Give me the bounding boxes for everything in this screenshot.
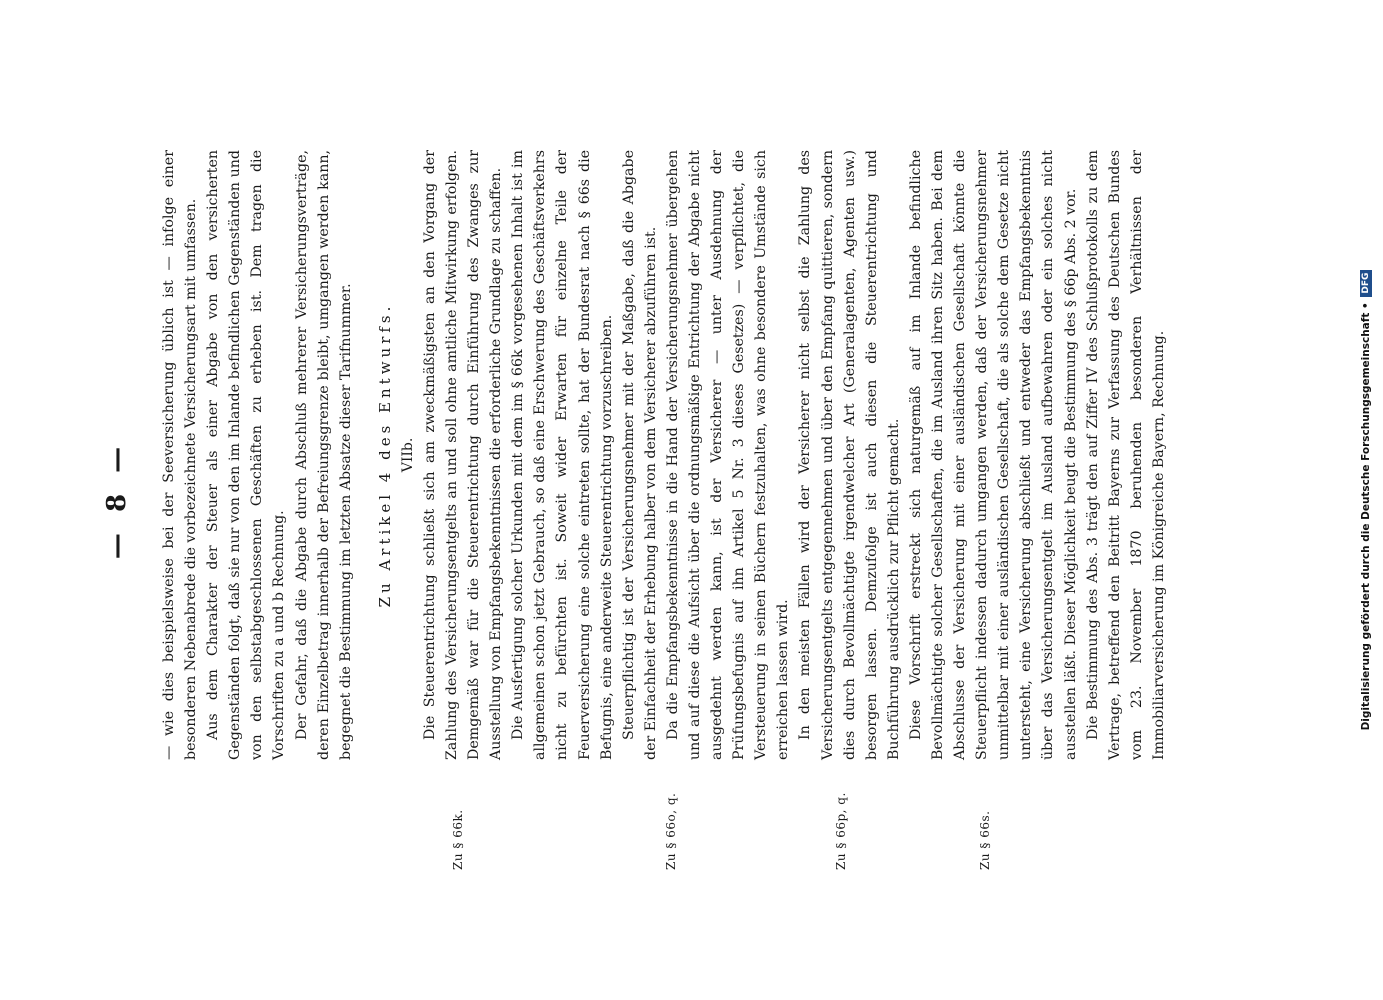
dfg-footer-text: Digitalisierung gefördert durch die Deutsche Forschungsgemeinschaft • (1360, 302, 1372, 731)
margin-note-66s: Zu § 66s. (978, 810, 992, 870)
section-66o-paragraph-2: Da die Empfangsbekenntnisse in die Hand der Versicherungsnehmer übergehen und auf diese die Aufsicht über die ordnungsmäßige Entrichtung der Abgabe nicht ausgedehnt werden kann, ist der Versicherer — unter Ausdehnung der Prüfungsbefugnis auf ihn Artikel 5 Nr. 3 dieses Gesetzes) — verpflichtet, die Versteuerung in seinen Büchern festzuhalten, was ohne besondere Umstände sich erreichen lassen wird. (664, 150, 792, 760)
section-66k-paragraph-1: Die Steuerentrichtung schließt sich am zweckmäßigsten an den Vorgang der Zahlung des Versicherungsentgelts an und soll ohne amtliche Mitwirkung erfolgen. Demgemäß war für die Steuerentrichtung durch Einführung des Zwanges zur Ausstellung von Empfangsbekenntnissen die erforderliche Grundlage zu schaffen. (421, 150, 505, 760)
dfg-logo-icon: DFG (1360, 270, 1372, 297)
page-number: — 8 — (102, 440, 132, 560)
section-66s-paragraph-1: Die Bestimmung des Abs. 3 trägt den auf Ziffer IV des Schlußprotokolls zu dem Vertrage, betreffend den Beitritt Bayerns zur Verfassung des Deutschen Bundes vom 23. November 1870 beruhenden besonderen Verhältnissen der Immobiliarversicherung im Königreiche Bayern, Rechnung. (1084, 150, 1167, 760)
intro-paragraph-1: — wie dies beispielsweise bei der Seeversicherung üblich ist — infolge einer besonderen Nebenabrede die vorbezeichnete Versicherungsart mit umfassen. (161, 150, 200, 760)
margin-note-66p: Zu § 66p, q. (834, 792, 848, 870)
intro-paragraph-2: Aus dem Charakter der Steuer als einer Abgabe von den versicherten Gegenständen folgt, daß sie nur von den im Inlande befindlichen Gegenständen und von den selbstabgeschlossenen Geschäften zu erheben ist. Dem tragen die Vorschriften zu a und b Rechnung. (205, 150, 288, 760)
section-66p-paragraph-2: Diese Vorschrift erstreckt sich naturgemäß auf im Inlande befindliche Bevollmächtigte solcher Gesellschaften, die im Ausland ihren Sitz haben. Bei dem Abschlusse der Versicherung mit einer ausländischen Gesellschaft könnte die Steuerpflicht indessen dadurch umgangen werden, daß der Versicherungsnehmer unmittelbar mit einer ausländischen Gesellschaft, die als solche dem Gesetze nicht untersteht, eine Versicherung abschließt und entweder das Empfangsbekenntnis über das Versicherungsentgelt im Ausland aufbewahren oder ein solches nicht ausstellen läßt. Dieser Möglichkeit beugt die Bestimmung des § 66p Abs. 2 vor. (907, 150, 1079, 760)
section-66p-paragraph-1: In den meisten Fällen wird der Versicherer nicht selbst die Zahlung des Versicherungsentgelts entgegennehmen und über den Empfang quittieren, sondern dies durch Bevollmächtigte irgendwelcher Art (Generalagenten, Agenten usw.) besorgen lassen. Demzufolge ist auch diesen die Steuerentrichtung und Buchführung ausdrücklich zur Pflicht gemacht. (797, 150, 902, 760)
section-66o-paragraph-1: Steuerpflichtig ist der Versicherungsnehmer mit der Maßgabe, daß die Abgabe der Einfachheit der Erhebung halber von dem Versicherer abzuführen ist. (620, 150, 659, 760)
section-subheading: VIIb. (399, 437, 416, 473)
intro-paragraph-3: Der Gefahr, daß die Abgabe durch Abschluß mehrerer Versicherungsverträge, deren Einzelbetrag innerhalb der Befreiungsgrenze bleibt, umgangen werden kann, begegnet die Bestimmung im letzten Absatze dieser Tarifnummer. (293, 150, 354, 760)
dfg-footer (1360, 0, 1372, 1000)
page-body (158, 150, 1170, 760)
section-66k-paragraph-2: Die Ausfertigung solcher Urkunden mit dem im § 66k vorgesehenen Inhalt ist im allgemeinen schon jetzt Gebrauch, so daß eine Erschwerung des Geschäftsverkehrs nicht zu befürchten ist. Soweit wider Erwarten für einzelne Teile der Feuerversicherung eine solche eintreten sollte, hat der Bundesrat nach § 66s die Befugnis, eine anderweite Steuerentrichtung vorzuschreiben. (510, 150, 615, 760)
section-heading: Zu Artikel 4 des Entwurfs. (375, 302, 394, 608)
margin-note-66k: Zu § 66k. (451, 809, 465, 870)
margin-note-66o: Zu § 66o, q. (664, 792, 678, 870)
